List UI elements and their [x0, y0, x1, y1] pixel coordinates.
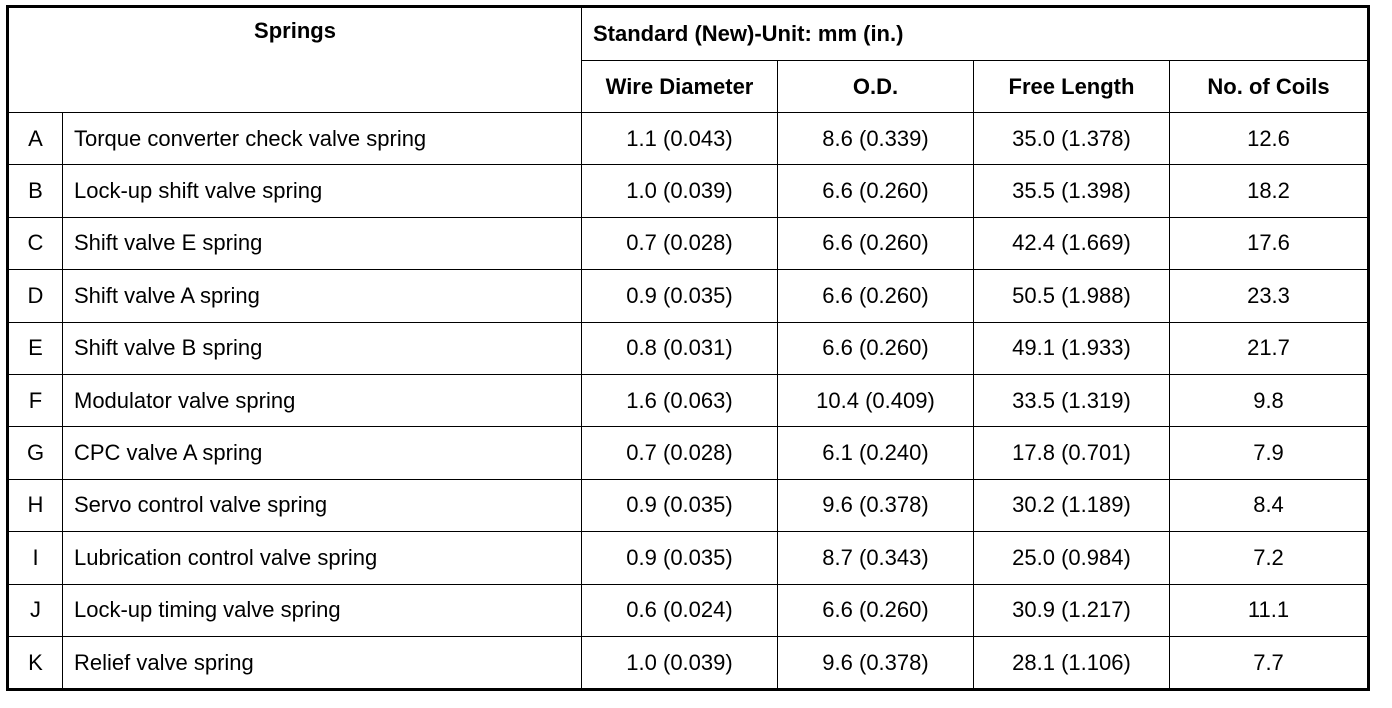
row-letter: C: [8, 217, 63, 269]
spring-name: Shift valve A spring: [63, 270, 582, 322]
spring-name: Torque converter check valve spring: [63, 113, 582, 165]
spring-name: Servo control valve spring: [63, 479, 582, 531]
coils-value: 12.6: [1170, 113, 1369, 165]
coils-value: 7.2: [1170, 532, 1369, 584]
springs-spec-table: [6, 5, 1370, 691]
wire-diameter-value: 0.8 (0.031): [582, 322, 778, 374]
table-row: [8, 165, 1369, 217]
table-row: [8, 479, 1369, 531]
spring-name: Lock-up timing valve spring: [63, 584, 582, 636]
od-value: 6.6 (0.260): [778, 270, 974, 322]
table-row: [8, 113, 1369, 165]
od-value: 6.6 (0.260): [778, 165, 974, 217]
spring-name: Lock-up shift valve spring: [63, 165, 582, 217]
coils-value: 9.8: [1170, 374, 1369, 426]
table-row: [8, 427, 1369, 479]
table-row: [8, 322, 1369, 374]
od-value: 8.6 (0.339): [778, 113, 974, 165]
row-letter: J: [8, 584, 63, 636]
row-letter: A: [8, 113, 63, 165]
wire-diameter-value: 0.7 (0.028): [582, 427, 778, 479]
od-header: O.D.: [778, 61, 974, 113]
coils-value: 17.6: [1170, 217, 1369, 269]
coils-value: 7.7: [1170, 636, 1369, 689]
coils-value: 11.1: [1170, 584, 1369, 636]
wire-diameter-value: 0.9 (0.035): [582, 479, 778, 531]
table-row: [8, 532, 1369, 584]
row-letter: G: [8, 427, 63, 479]
row-letter: F: [8, 374, 63, 426]
spring-name: Shift valve B spring: [63, 322, 582, 374]
od-value: 9.6 (0.378): [778, 636, 974, 689]
wire-diameter-value: 0.6 (0.024): [582, 584, 778, 636]
free-length-header: Free Length: [974, 61, 1170, 113]
coils-value: 23.3: [1170, 270, 1369, 322]
spring-name: Shift valve E spring: [63, 217, 582, 269]
coils-header: No. of Coils: [1170, 61, 1369, 113]
springs-header: Springs: [8, 7, 582, 113]
spring-name: Modulator valve spring: [63, 374, 582, 426]
free-length-value: 25.0 (0.984): [974, 532, 1170, 584]
table-row: [8, 217, 1369, 269]
wire-diameter-value: 0.9 (0.035): [582, 270, 778, 322]
table-row: [8, 374, 1369, 426]
wire-diameter-value: 1.6 (0.063): [582, 374, 778, 426]
coils-value: 21.7: [1170, 322, 1369, 374]
wire-diameter-value: 0.9 (0.035): [582, 532, 778, 584]
row-letter: E: [8, 322, 63, 374]
free-length-value: 35.0 (1.378): [974, 113, 1170, 165]
wire-diameter-value: 1.0 (0.039): [582, 165, 778, 217]
table-row: [8, 584, 1369, 636]
od-value: 8.7 (0.343): [778, 532, 974, 584]
coils-value: 18.2: [1170, 165, 1369, 217]
table-row: [8, 270, 1369, 322]
spring-name: CPC valve A spring: [63, 427, 582, 479]
row-letter: H: [8, 479, 63, 531]
spring-rows: [8, 113, 1369, 690]
free-length-value: 17.8 (0.701): [974, 427, 1170, 479]
wire-diameter-value: 1.0 (0.039): [582, 636, 778, 689]
free-length-value: 35.5 (1.398): [974, 165, 1170, 217]
free-length-value: 30.2 (1.189): [974, 479, 1170, 531]
wire-diameter-header: Wire Diameter: [582, 61, 778, 113]
wire-diameter-value: 0.7 (0.028): [582, 217, 778, 269]
free-length-value: 30.9 (1.217): [974, 584, 1170, 636]
coils-value: 8.4: [1170, 479, 1369, 531]
od-value: 6.6 (0.260): [778, 217, 974, 269]
row-letter: I: [8, 532, 63, 584]
free-length-value: 33.5 (1.319): [974, 374, 1170, 426]
row-letter: D: [8, 270, 63, 322]
free-length-value: 50.5 (1.988): [974, 270, 1170, 322]
od-value: 6.1 (0.240): [778, 427, 974, 479]
spring-name: Relief valve spring: [63, 636, 582, 689]
coils-value: 7.9: [1170, 427, 1369, 479]
spring-name: Lubrication control valve spring: [63, 532, 582, 584]
row-letter: K: [8, 636, 63, 689]
od-value: 6.6 (0.260): [778, 584, 974, 636]
wire-diameter-value: 1.1 (0.043): [582, 113, 778, 165]
free-length-value: 49.1 (1.933): [974, 322, 1170, 374]
od-value: 9.6 (0.378): [778, 479, 974, 531]
row-letter: B: [8, 165, 63, 217]
table-row: [8, 636, 1369, 689]
standard-unit-header: Standard (New)-Unit: mm (in.): [582, 7, 1369, 61]
free-length-value: 28.1 (1.106): [974, 636, 1170, 689]
od-value: 6.6 (0.260): [778, 322, 974, 374]
free-length-value: 42.4 (1.669): [974, 217, 1170, 269]
od-value: 10.4 (0.409): [778, 374, 974, 426]
